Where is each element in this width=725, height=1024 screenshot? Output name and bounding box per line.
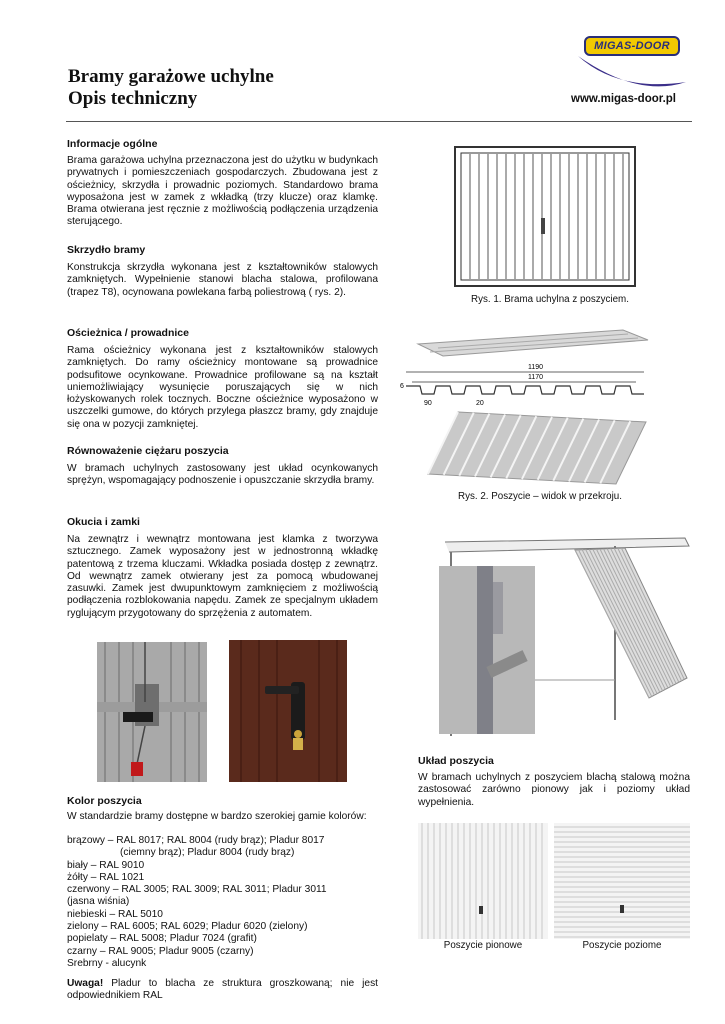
heading-skrzydlo: Skrzydło bramy — [67, 244, 146, 256]
caption-rys2: Rys. 2. Poszycie – widok w przekroju. — [458, 491, 622, 502]
color-item: popielaty – RAL 5008; Pladur 7024 (grafit) — [67, 933, 257, 945]
logo-brand: MIGAS-DOOR — [584, 36, 680, 56]
lock-photo-inside — [97, 642, 207, 782]
figure-gate-mechanism — [437, 530, 694, 742]
handle-photo-outside — [229, 640, 347, 782]
header-divider — [66, 121, 692, 122]
text-rownowazenie: W bramach uchylnych zastosowany jest układ ocynkowanych sprężyn, wspomagający podnoszenie i opuszczanie skrzydła bramy. — [67, 463, 378, 487]
note-text: Pladur to blacha ze struktura groszkowaną; nie jest odpowiednikiem RAL — [67, 978, 378, 1002]
color-item: zielony – RAL 6005; RAL 6029; Pladur 6020 (zielony) — [67, 921, 308, 933]
dim-1190: 1190 — [528, 364, 544, 371]
color-item: niebieski – RAL 5010 — [67, 908, 163, 920]
heading-kolor: Kolor poszycia — [67, 795, 142, 807]
text-uklad: W bramach uchylnych z poszyciem blachą stalową można zastosować zarówno pionowy jak i poziomy układ wypełnienia. — [418, 772, 690, 808]
dim-1170: 1170 — [528, 374, 544, 381]
dim-90: 90 — [424, 400, 432, 407]
caption-vertical: Poszycie pionowe — [443, 940, 523, 951]
heading-uklad: Układ poszycia — [418, 755, 494, 767]
color-item: brązowy – RAL 8017; RAL 8004 (rudy brąz); Pladur 8017 — [67, 835, 325, 846]
logo — [548, 32, 688, 90]
page-subtitle: Opis techniczny — [68, 88, 198, 109]
color-list — [67, 835, 387, 970]
note-label: Uwaga! — [67, 978, 104, 989]
text-osciezica: Rama ościeżnicy wykonana jest z kształtowników stalowych zamkniętych. Do ramy ościeżnicy montowane są prowadnice podsufitowe ocynkowane. Prowadnice profilowane są na kształt uniemożliwiający wysunięcie poruszających się w nich łożyskowanych rolek tocznych. Boczne ościeżnice wyposażono w uszczelki gumowe, do których przylega płaszcz bramy, gdy znajduje się ona w pozycji zamkniętej. — [67, 345, 378, 430]
color-item: czarny – RAL 9005; Pladur 9005 (czarny) — [67, 945, 254, 957]
heading-rownowazenie: Równoważenie ciężaru poszycia — [67, 445, 229, 457]
heading-okucia: Okucia i zamki — [67, 516, 140, 528]
color-item: Srebrny - alucynk — [67, 957, 147, 969]
text-informacje: Brama garażowa uchylna przeznaczona jest do użytku w budynkach prywatnych i pomieszczeniach gospodarczych. Zbudowana jest z ościeżnicy, skrzydła i prowadnic poziomych. Standardowo brama wyposażona jest w zamek z wkładką (trzy klucze) oraz klamkę. Brama otwierana jest ręcznie z możliwością podłączenia urządzenia sterującego. — [67, 155, 378, 228]
color-item: żółty – RAL 1021 — [67, 871, 145, 883]
color-item: biały – RAL 9010 — [67, 859, 145, 871]
figure-gate-front — [454, 146, 636, 287]
heading-osciezica: Ościeżnica / prowadnice — [67, 327, 189, 339]
text-skrzydlo: Konstrukcja skrzydła wykonana jest z kształtowników stalowych zamkniętych. Wypełnienie stanowi blacha stalowa, profilowana (trapez T8), ocynowana powlekana farbą poliestrową ( rys. 2). — [67, 262, 378, 298]
text-okucia: Na zewnątrz i wewnątrz montowana jest klamka z tworzywa sztucznego. Zamek wyposażony jest w jednostronną wkładkę patentową z trzema kluczami. Wkładka posiada dostęp z zewnątrz. Od wewnątrz zamek otwierany jest za pomocą wbudowanej zasuwki. Zamek jest dwupunktowym zamknięciem z możliwością podłączenia rozblokowania napędu. Zamek ze specjalnym układem ryglującym przygotowany do sprzężenia z automatem. — [67, 534, 378, 619]
dim-20: 20 — [476, 400, 484, 407]
heading-informacje: Informacje ogólne — [67, 138, 158, 150]
color-item: czerwony – RAL 3005; RAL 3009; RAL 3011; Pladur 3011 — [67, 884, 327, 896]
page-title: Bramy garażowe uchylne — [68, 66, 274, 87]
caption-rys1: Rys. 1. Brama uchylna z poszyciem. — [471, 294, 629, 305]
figure-profile-section — [398, 326, 656, 486]
color-item: (jasna wiśnia) — [67, 896, 130, 908]
text-kolor-intro: W standardzie bramy dostępne w bardzo szerokiej gamie kolorów: — [67, 811, 367, 822]
note — [67, 978, 378, 1003]
color-item: (ciemny brąz); Pladur 8004 (rudy brąz) — [120, 847, 295, 859]
dim-6: 6 — [400, 383, 404, 390]
panel-vertical — [418, 823, 548, 939]
website-url[interactable]: www.migas-door.pl — [571, 93, 676, 105]
panel-horizontal — [554, 823, 690, 939]
caption-horizontal: Poszycie poziome — [582, 940, 662, 951]
